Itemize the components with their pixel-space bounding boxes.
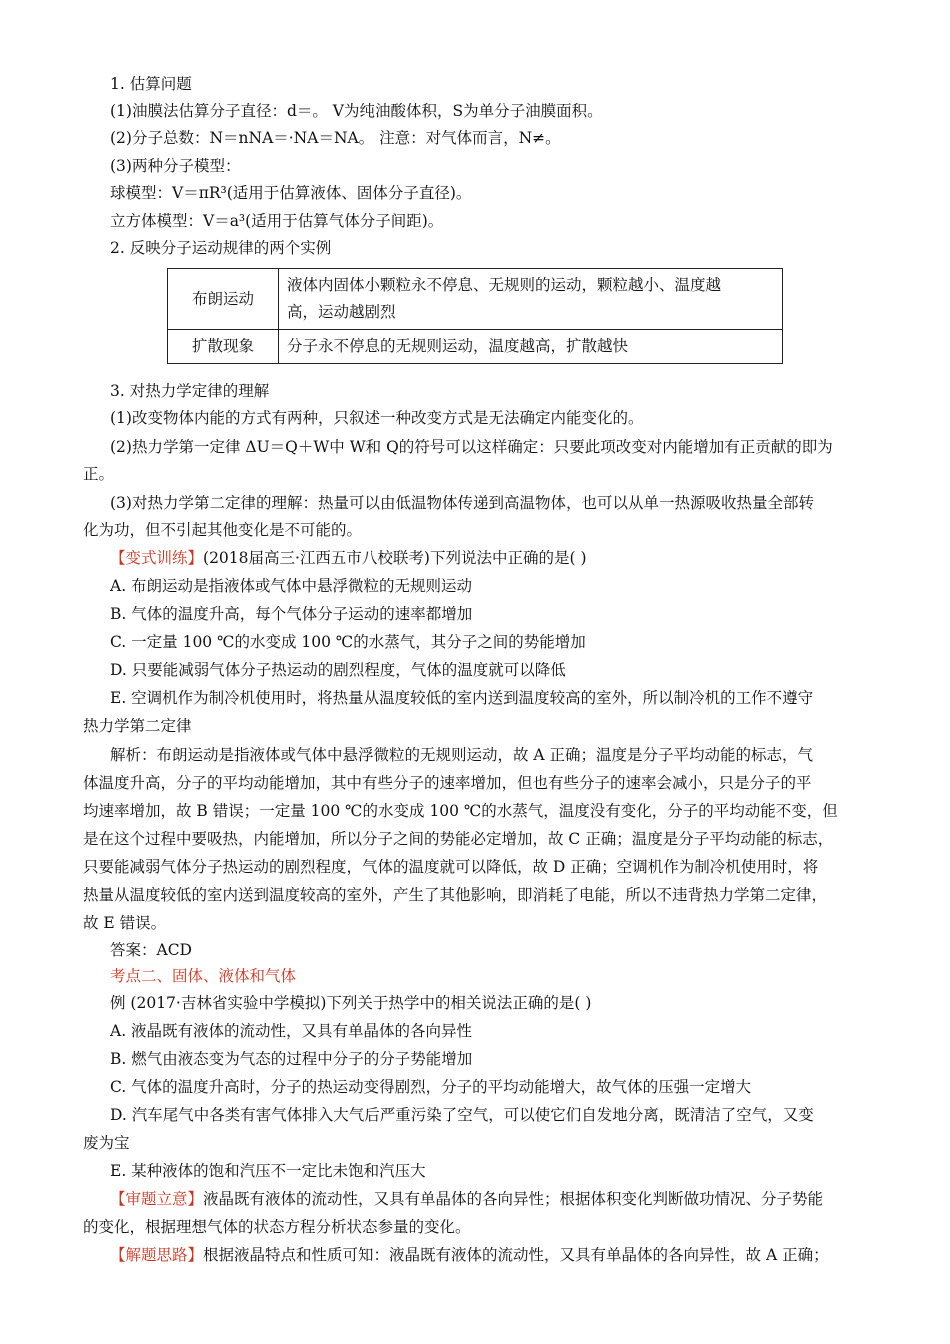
- analysis-line: 热量从温度较低的室内送到温度较高的室外，产生了其他影响，即消耗了电能，所以不违背热力学第二定律，: [83, 886, 828, 904]
- exercise-header: [110, 548, 587, 568]
- text-line: (2)热力学第一定律 ΔU＝Q＋W中 W和 Q的符号可以这样确定：只要此项改变对内能增加有正贡献的即为: [110, 438, 833, 456]
- solution-idea-tag: 【解题思路】: [110, 1246, 204, 1264]
- review-intent-tag: 【审题立意】: [110, 1190, 204, 1208]
- section-heading-1: 1. 估算问题: [110, 75, 192, 93]
- text-line: 立方体模型：V＝a³(适用于估算气体分子间距)。: [110, 212, 444, 230]
- section-heading-2: 2. 反映分子运动规律的两个实例: [110, 239, 332, 257]
- text-line: 化为功，但不引起其他变化是不可能的。: [83, 521, 363, 539]
- text-line: 球模型：V＝πR³(适用于估算液体、固体分子直径)。: [110, 184, 472, 202]
- analysis-line: 体温度升高，分子的平均动能增加，其中有些分子的速率增加，但也有些分子的速率会减小，只是分子的平: [83, 774, 812, 792]
- option-d-cont: 废为宝: [83, 1134, 130, 1152]
- table-cell-line: 液体内固体小颗粒永不停息、无规则的运动，颗粒越小、温度越: [287, 276, 722, 294]
- text-line: (3)两种分子模型：: [110, 157, 241, 175]
- table-row: [168, 330, 783, 364]
- analysis-line: 解析：布朗运动是指液体或气体中悬浮微粒的无规则运动，故 A 正确；温度是分子平均动能的标志，气: [110, 746, 814, 764]
- option-e: E. 某种液体的饱和汽压不一定比未饱和汽压大: [110, 1162, 426, 1180]
- review-intent-text: 液晶既有液体的流动性，又具有单晶体的各向异性；根据体积变化判断做功情况、分子势能: [203, 1190, 824, 1208]
- option-c: C. 一定量 100 ℃的水变成 100 ℃的水蒸气，其分子之间的势能增加: [110, 633, 586, 651]
- solution-idea-text: 根据液晶特点和性质可知：液晶既有液体的流动性，又具有单晶体的各向异性，故 A 正确；: [203, 1246, 829, 1264]
- text-line: (3)对热力学第二定律的理解：热量可以由低温物体传递到高温物体，也可以从单一热源吸收热量全部转: [110, 494, 814, 512]
- analysis-line: 只要能减弱气体分子热运动的剧烈程度，气体的温度就可以降低，故 D 正确；空调机作为制冷机使用时，将: [83, 858, 819, 876]
- molecular-motion-table: [167, 268, 783, 364]
- table-cell-line: 分子永不停息的无规则运动，温度越高，扩散越快: [287, 337, 629, 355]
- example-header: 例 (2017·吉林省实验中学模拟)下列关于热学中的相关说法正确的是( ): [110, 994, 592, 1012]
- table-cell-body: [279, 330, 783, 364]
- option-d: D. 汽车尾气中各类有害气体排入大气后严重污染了空气，可以使它们自发地分离，既清洁了空气，又变: [110, 1106, 814, 1124]
- analysis-line: 故 E 错误。: [83, 914, 167, 932]
- table-cell-line: 高，运动越剧烈: [287, 303, 396, 321]
- exercise-tag: 【变式训练】: [110, 549, 204, 567]
- option-e: E. 空调机作为制冷机使用时，将热量从温度较低的室内送到温度较高的室外，所以制冷机的工作不遵守: [110, 689, 814, 707]
- topic-heading: 考点二、固体、液体和气体: [110, 967, 297, 985]
- table-cell-head: 扩散现象: [168, 330, 279, 364]
- text-line: (1)改变物体内能的方式有两种，只叙述一种改变方式是无法确定内能变化的。: [110, 409, 644, 427]
- review-intent-cont: 的变化，根据理想气体的状态方程分析状态参量的变化。: [83, 1218, 471, 1236]
- text-line: 正。: [83, 465, 115, 483]
- option-e-cont: 热力学第二定律: [83, 717, 192, 735]
- section-heading-3: 3. 对热力学定律的理解: [110, 382, 270, 400]
- option-b: B. 燃气由液态变为气态的过程中分子的分子势能增加: [110, 1050, 473, 1068]
- answer-line: 答案：ACD: [110, 941, 192, 959]
- option-d: D. 只要能减弱气体分子热运动的剧烈程度，气体的温度就可以降低: [110, 661, 566, 679]
- text-line: (1)油膜法估算分子直径：d＝。 V为纯油酸体积，S为单分子油膜面积。: [110, 102, 603, 120]
- option-b: B. 气体的温度升高，每个气体分子运动的速率都增加: [110, 605, 473, 623]
- review-intent: [110, 1189, 823, 1209]
- option-a: A. 液晶既有液体的流动性，又具有单晶体的各向异性: [110, 1022, 473, 1040]
- table-row: [168, 269, 783, 330]
- exercise-source: (2018届高三·江西五市八校联考)下列说法中正确的是( ): [203, 549, 587, 567]
- option-c: C. 气体的温度升高时，分子的热运动变得剧烈，分子的平均动能增大，故气体的压强一定增大: [110, 1078, 752, 1096]
- analysis-line: 是在这个过程中要吸热，内能增加，所以分子之间的势能必定增加，故 C 正确；温度是分子平均动能的标志，: [83, 830, 834, 848]
- table-cell-head: 布朗运动: [168, 269, 279, 330]
- analysis-line: 均速率增加，故 B 错误；一定量 100 ℃的水变成 100 ℃的水蒸气，温度没有变化，分子的平均动能不变，但: [83, 802, 838, 820]
- solution-idea: [110, 1245, 829, 1265]
- text-line: (2)分子总数：N＝nNA＝·NA＝NA。 注意：对气体而言，N≠。: [110, 129, 561, 147]
- option-a: A. 布朗运动是指液体或气体中悬浮微粒的无规则运动: [110, 577, 473, 595]
- table-cell-body: [279, 269, 783, 330]
